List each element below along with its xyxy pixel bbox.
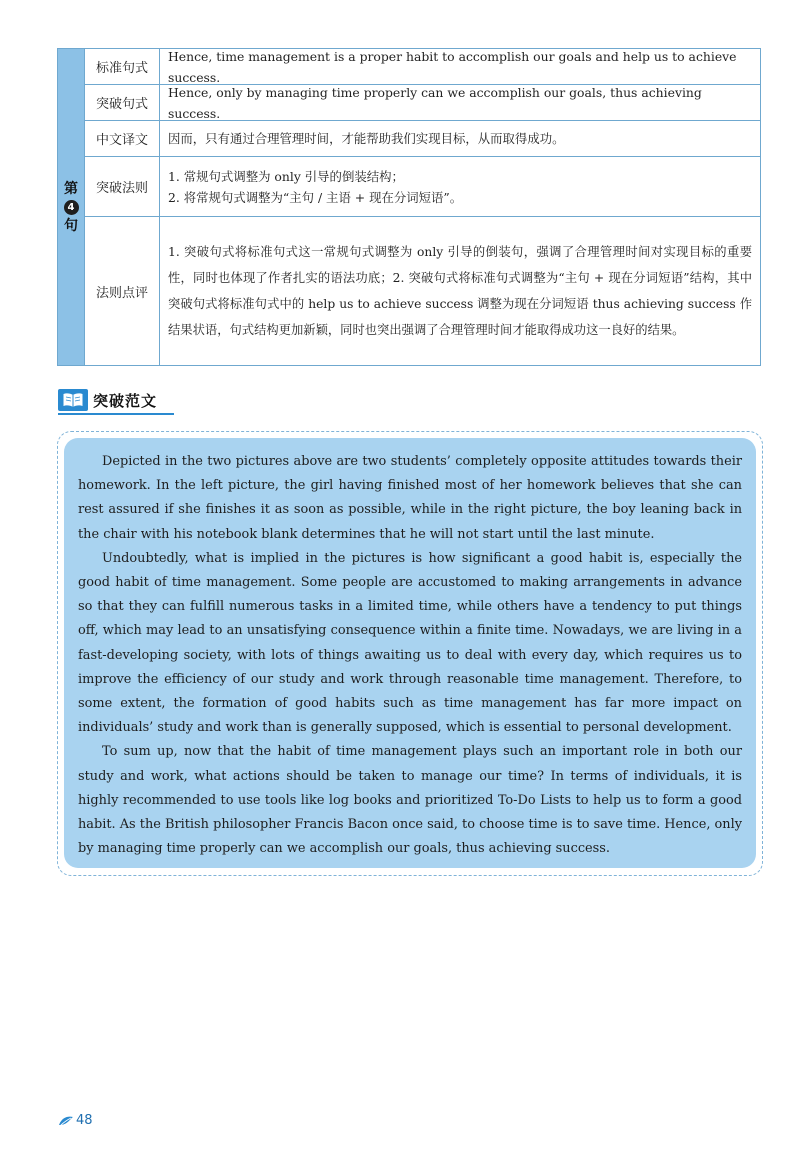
table-row-comment xyxy=(85,217,760,365)
table-row-rules xyxy=(85,157,760,217)
model-essay xyxy=(64,438,756,868)
row-text: Hence, time management is a proper habit to accomplish our goals and help us to achieve success. xyxy=(168,48,737,85)
row-head: 突破法则 xyxy=(85,157,160,216)
essay-paragraph-1: Depicted in the two pictures above are two students’ completely opposite attitudes towards their homework. In the left picture, the girl having finished most of her homework believes that she can rest assured if she finishes it as soon as possible, while in the right picture, the boy leaning back in the chair with his notebook blank determines that he will not start until the last minute. xyxy=(78,454,742,542)
table-row-standard xyxy=(85,49,760,85)
sentence-number-badge: 4 xyxy=(64,200,79,215)
row-head: 中文译文 xyxy=(85,121,160,156)
book-icon xyxy=(58,389,88,411)
page-number xyxy=(58,1113,93,1128)
row-text-line-1: 1. 常规句式调整为 only 引导的倒装结构； xyxy=(168,168,404,184)
side-label-char-2: 句 xyxy=(64,217,78,234)
row-text: 因而，只有通过合理管理时间，才能帮助我们实现目标，从而取得成功。 xyxy=(168,131,565,146)
leaf-icon xyxy=(58,1115,74,1127)
page-number-text: 48 xyxy=(76,1113,93,1128)
row-text-line-2: 2. 将常规句式调整为“主句 / 主语 + 现在分词短语”。 xyxy=(168,189,463,205)
row-head: 突破句式 xyxy=(85,85,160,120)
sentence-number-label xyxy=(58,49,85,365)
essay-paragraph-3: To sum up, now that the habit of time management plays such an important role in both our study and work, what actions should be taken to manage our time? In terms of individuals, it is highly recommended to use tools like log books and prioritized To-Do Lists to help us to form a good habit. As the British philosopher Francis Bacon once said, to choose time is to save time. Hence, only by managing time properly can we accomplish our goals, thus achieving success. xyxy=(78,744,742,857)
row-text: Hence, only by managing time properly can we accomplish our goals, thus achieving success. xyxy=(168,84,702,121)
sentence-analysis-table xyxy=(57,48,761,366)
row-head: 法则点评 xyxy=(85,217,160,365)
row-head: 标准句式 xyxy=(85,49,160,84)
section-title: 突破范文 xyxy=(93,391,158,410)
row-text: 1. 突破句式将标准句式这一常规句式调整为 only 引导的倒装句，强调了合理管理时间对实现目标的重要性，同时也体现了作者扎实的语法功底；2. 突破句式将标准句式调整为“主句 + 现在分词短语”结构，其中突破句式将标准句式中的 help us to achieve success 调整为现在分词短语 thus achieving success 作结果状语，句式结构更加新颖，同时也突出强调了合理管理时间才能取得成功这一良好的结果。 xyxy=(168,245,752,337)
section-heading xyxy=(58,387,174,415)
table-row-breakthrough xyxy=(85,85,760,121)
side-label-char-1: 第 xyxy=(64,180,78,197)
table-row-translation xyxy=(85,121,760,157)
essay-paragraph-2: Undoubtedly, what is implied in the pictures is how significant a good habit is, especially the good habit of time management. Some people are accustomed to making arrangements in advance so that they can fulfill numerous tasks in a limited time, while others have a tendency to put things off, which may lead to an unsatisfying consequence within a finite time. Nowadays, we are living in a fast-developing society, with lots of things awaiting us to deal with every day, which requires us to improve the efficiency of our study and work through reasonable time management. Therefore, to some extent, the formation of good habits such as time management has far more impact on individuals’ study and work than is generally supposed, which is essential to personal development. xyxy=(78,550,742,736)
